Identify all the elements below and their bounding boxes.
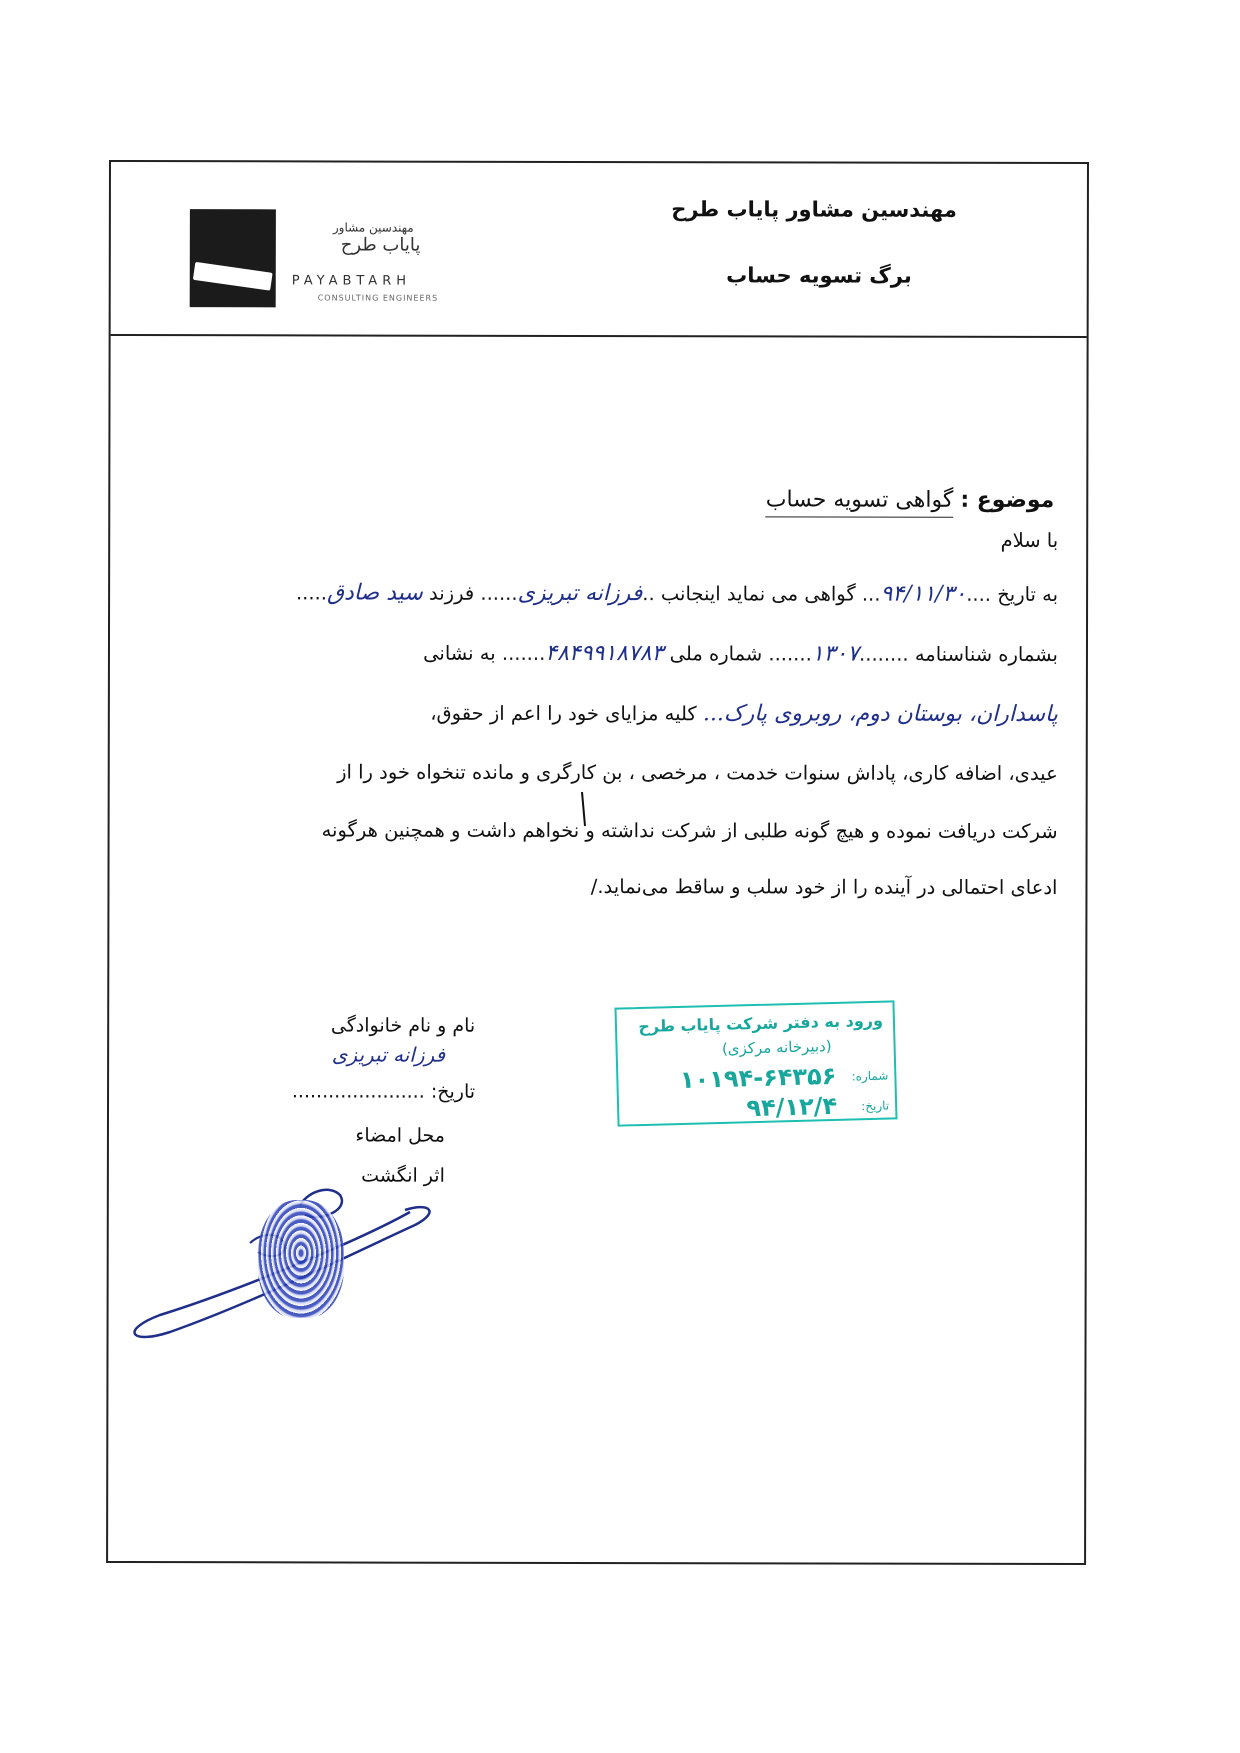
date-prefix: به تاریخ xyxy=(997,582,1059,606)
handwritten-national-id: ۴۸۴۹۹۱۸۷۸۳ xyxy=(545,640,664,667)
body-line-1: به تاریخ ....۹۴/۱۱/۳۰... گواهی می نماید اینجانب ..فرزانه تبریزی...... فرزند سید صادق..... xyxy=(295,580,1059,607)
letterhead xyxy=(111,162,1087,338)
logo-slash-shape xyxy=(193,262,273,291)
id-number-label: بشماره شناسنامه xyxy=(914,642,1058,666)
date-field: تاریخ: ...................... xyxy=(291,1080,476,1103)
body-line-4: عیدی، اضافه کاری، پاداش سنوات خدمت ، مرخصی ، بن کارگری و مانده تنخواه خود را از xyxy=(337,760,1058,785)
signature-place-label: محل امضاء xyxy=(355,1124,445,1147)
stamp-subtitle: (دبیرخانه مرکزی) xyxy=(721,1037,832,1058)
document-frame xyxy=(106,160,1089,1565)
child-of-label: فرزند xyxy=(429,581,475,605)
handwritten-signer-name: فرزانه تبریزی xyxy=(331,1042,446,1067)
body-line-5: شرکت دریافت نموده و هیچ گونه طلبی از شرکت نداشته و نخواهم داشت و همچنین هرگونه xyxy=(321,818,1058,843)
company-name: مهندسین مشاور پایاب طرح xyxy=(671,197,957,222)
subject-value: گواهی تسویه حساب xyxy=(766,487,954,517)
stamp-date-label: تاریخ: xyxy=(861,1098,890,1114)
handwritten-name: فرزانه تبریزی xyxy=(517,580,643,607)
receipt-stamp xyxy=(614,1000,897,1126)
date-label: تاریخ: xyxy=(430,1080,476,1103)
stamp-date: ۹۴/۱۲/۴ xyxy=(746,1091,838,1123)
benefits-text: کلیه مزایای خود را اعم از حقوق، xyxy=(430,701,697,726)
address-label: به نشانی xyxy=(423,641,496,665)
fingerprint-label: اثر انگشت xyxy=(361,1164,445,1187)
subject-label: موضوع : xyxy=(960,487,1055,513)
body-line-3 xyxy=(138,700,1058,727)
full-name-label: نام و نام خانوادگی xyxy=(330,1014,476,1037)
form-title: برگ تسویه حساب xyxy=(726,263,912,288)
logo-subtitle: CONSULTING ENGINEERS xyxy=(317,293,439,303)
handwritten-father-name: سید صادق xyxy=(326,580,423,606)
handwritten-address: پاسداران، بوستان دوم، روبروی پارک... xyxy=(702,701,1058,727)
fingerprint-image xyxy=(258,1200,344,1318)
handwritten-date: ۹۴/۱۱/۳۰ xyxy=(880,581,967,607)
greeting: با سلام xyxy=(1000,528,1059,552)
logo-small-text: مهندسین مشاور xyxy=(332,220,414,235)
stamp-number-label: شماره: xyxy=(851,1068,889,1084)
logo-persian-name: پایاب طرح xyxy=(340,234,421,256)
handwritten-id-number: ۱۳۰۷ xyxy=(811,641,860,667)
stamp-title: ورود به دفتر شرکت پایاب طرح xyxy=(638,1010,884,1037)
body-line-6: ادعای احتمالی در آینده را از خود سلب و ساقط می‌نماید./ xyxy=(590,875,1058,899)
body-line-2: بشماره شناسنامه ........۱۳۰۷....... شماره ملی ۴۸۴۹۹۱۸۷۸۳....... به نشانی xyxy=(423,640,1058,667)
logo-mark xyxy=(190,209,276,307)
logo-english-name: PAYABTARH xyxy=(291,273,412,289)
certify-text: گواهی می نماید اینجانب xyxy=(660,582,856,606)
national-id-label: شماره ملی xyxy=(669,642,763,666)
subject-line xyxy=(766,487,1055,513)
stamp-number: ۱۰۱۹۴-۶۴۳۵۶ xyxy=(679,1061,837,1094)
